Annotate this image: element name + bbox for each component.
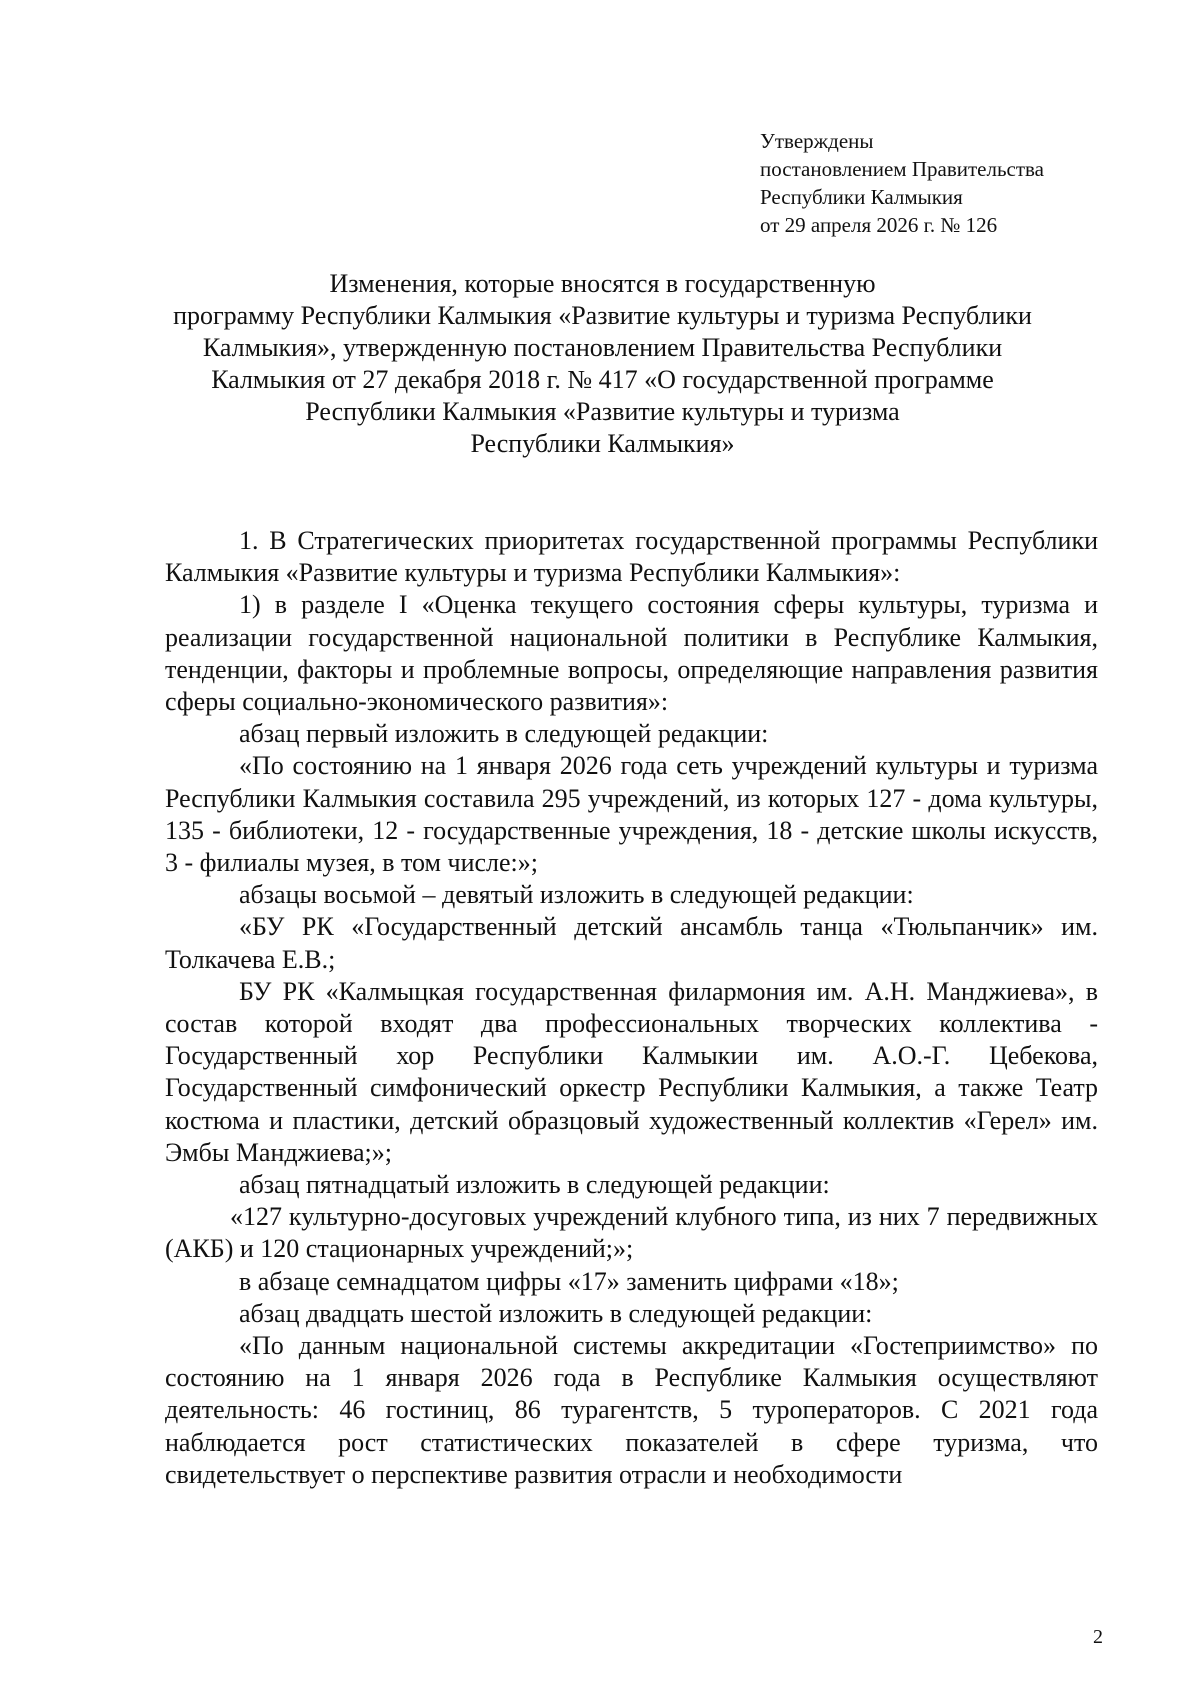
title-line: Калмыкия», утвержденную постановлением Правительства Республики [202,333,1003,362]
document-body [165,525,1098,1491]
paragraph-instruction: абзац двадцать шестой изложить в следующей редакции: [239,1298,873,1328]
document-title [150,268,1055,460]
paragraph-instruction: абзац первый изложить в следующей редакции: [239,719,769,749]
paragraph-subitem-1: 1) в разделе I «Оценка текущего состояния сферы культуры, туризма и реализации государственной национальной политики в Республике Калмыкия, тенденции, факторы и проблемные вопросы, определяющие направления развития сферы социально-экономического развития»: [165,590,1098,717]
page-number: 2 [1093,1626,1103,1648]
paragraph-quote: «БУ РК «Государственный детский ансамбль танца «Тюльпанчик» им. Толкачева Е.В.; [165,912,1098,974]
title-line: программу Республики Калмыкия «Развитие культуры и туризма Республики [173,301,1032,330]
title-line: Изменения, которые вносятся в государственную [329,269,876,298]
paragraph-item-1: 1. В Стратегических приоритетах государственной программы Республики Калмыкия «Развитие культуры и туризма Республики Калмыкия»: [165,526,1098,588]
approval-line: постановлением Правительства [760,157,1045,181]
paragraph-quote: БУ РК «Калмыцкая государственная филармония им. А.Н. Манджиева», в состав которой входят два профессиональных творческих коллектива - Государственный хор Республики Калмыкии им. А.О.-Г. Цебекова, Государственный симфонический оркестр Республики Калмыкия, а также Театр костюма и пластики, детский образцовый художественный коллектив «Герел» им. Эмбы Манджиева;»; [165,976,1098,1167]
title-line: Республики Калмыкия «Развитие культуры и туризма [305,397,900,426]
paragraph-instruction: абзац пятнадцатый изложить в следующей редакции: [239,1170,830,1200]
paragraph-quote: «По данным национальной системы аккредитации «Гостеприимство» по состоянию на 1 января 2026 года в Республике Калмыкия осуществляют деятельность: 46 гостиниц, 86 турагентств, 5 туроператоров. С 2021 года наблюдается рост статистических показателей в сфере туризма, что свидетельствует о перспективе развития отрасли и необходимости [165,1331,1098,1489]
paragraph-instruction: в абзаце семнадцатом цифры «17» заменить цифрами «18»; [239,1266,899,1296]
approval-line: от 29 апреля 2026 г. № 126 [760,213,998,237]
title-line: Республики Калмыкия» [470,429,735,458]
approval-stamp [760,127,1160,239]
paragraph-quote: «127 культурно-досуговых учреждений клубного типа, из них 7 передвижных (АКБ) и 120 стационарных учреждений;»; [165,1202,1098,1264]
approval-line: Республики Калмыкия [760,185,963,209]
approval-line: Утверждены [760,129,874,153]
paragraph-instruction: абзацы восьмой – девятый изложить в следующей редакции: [239,880,914,910]
title-line: Калмыкия от 27 декабря 2018 г. № 417 «О государственной программе [211,365,994,394]
paragraph-quote: «По состоянию на 1 января 2026 года сеть учреждений культуры и туризма Республики Калмыкия составила 295 учреждений, из которых 127 - дома культуры, 135 - библиотеки, 12 - государственные учреждения, 18 - детские школы искусств, 3 - филиалы музея, в том числе:»; [165,751,1098,878]
